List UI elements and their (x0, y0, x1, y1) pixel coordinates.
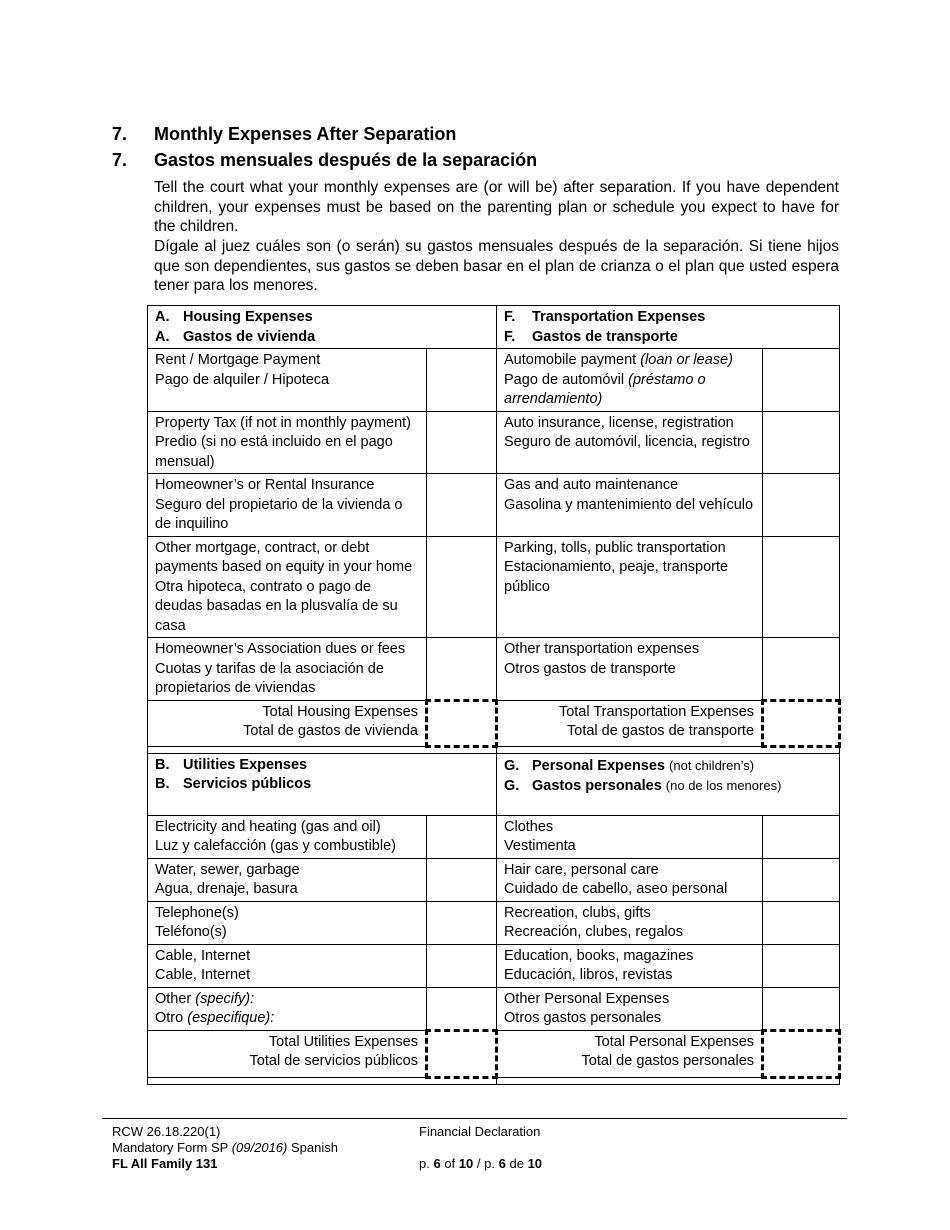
table-row (148, 858, 840, 901)
transport-letter: F. (504, 309, 516, 325)
personal-item-es: Otros gastos personales (504, 1010, 662, 1026)
utilities-title-es: Servicios públicos (183, 776, 312, 792)
housing-title-en: Housing Expenses (183, 309, 313, 325)
table-row (148, 536, 840, 638)
spacer-cell (497, 746, 840, 753)
footer-form-line (112, 1140, 338, 1156)
spacer-row (148, 746, 840, 753)
housing-letter-es: A. (155, 328, 170, 345)
utilities-item-en: Water, sewer, garbage (155, 861, 300, 878)
transport-item-label (497, 638, 763, 701)
personal-total-es: Total de gastos personales (581, 1053, 755, 1069)
housing-item-en: Rent / Mortgage Payment (155, 352, 321, 368)
utilities-item-label (148, 858, 427, 901)
section-heading-es (112, 150, 537, 171)
housing-hoa-amount-field[interactable] (427, 638, 497, 701)
section-title-en: Monthly Expenses After Separation (154, 124, 457, 144)
transport-item-es: Otros gastos de transporte (504, 660, 676, 677)
utilities-title-en: Utilities Expenses (183, 756, 308, 773)
utilities-letter-es: B. (155, 776, 170, 792)
utilities-item-label (148, 901, 427, 944)
page-p: p. (419, 1156, 430, 1171)
utilities-item-es: Teléfono(s) (155, 924, 227, 940)
transport-total-label (497, 700, 763, 746)
table-row (148, 638, 840, 701)
personal-header (497, 753, 840, 815)
transport-item-en: Auto insurance, license, registration (504, 414, 734, 431)
page-p-es: p. (484, 1156, 495, 1171)
transport-item-en: Other transportation expenses (504, 641, 700, 657)
page-total-es: 10 (527, 1156, 543, 1171)
utilities-electricity-amount-field[interactable] (427, 815, 497, 858)
personal-total-amount-field[interactable] (763, 1030, 840, 1077)
housing-transport-header-row (148, 306, 840, 349)
personal-total-label (497, 1030, 763, 1077)
personal-title-es: Gastos personales (532, 778, 662, 794)
footer-doc-title: Financial Declaration (419, 1124, 541, 1139)
personal-title-en-note: (not children’s) (669, 757, 755, 773)
housing-item-en: Property Tax (if not in monthly payment) (155, 414, 412, 431)
footer-form-prefix: Mandatory Form SP (112, 1140, 229, 1155)
utilities-other-amount-field[interactable] (427, 987, 497, 1030)
personal-letter-es: G. (504, 778, 520, 794)
spacer-cell (497, 1077, 840, 1084)
personal-title-en: Personal Expenses (532, 757, 666, 774)
utilities-item-en: Electricity and heating (gas and oil) (155, 818, 381, 835)
utilities-letter: B. (155, 756, 170, 773)
personal-item-label (497, 987, 763, 1030)
housing-title-es: Gastos de vivienda (183, 328, 316, 345)
personal-other-amount-field[interactable] (763, 987, 840, 1030)
housing-item-es: Pago de alquiler / Hipoteca (155, 371, 330, 388)
utilities-item-label (148, 815, 427, 858)
footer-left (112, 1124, 338, 1172)
transport-letter-es: F. (504, 328, 516, 345)
transport-item-en: Gas and auto maintenance (504, 477, 679, 493)
personal-item-label (497, 944, 763, 987)
utilities-item-es: Cable, Internet (155, 967, 251, 983)
personal-item-label (497, 901, 763, 944)
transport-title-en: Transportation Expenses (532, 309, 706, 325)
page-current-es: 6 (498, 1156, 506, 1171)
spacer-row (148, 1077, 840, 1084)
transport-item-es: Seguro de automóvil, licencia, registro (504, 434, 750, 450)
housing-other-mortgage-amount-field[interactable] (427, 536, 497, 638)
housing-header (148, 306, 497, 349)
table-row (148, 987, 840, 1030)
transport-total-es: Total de gastos de transporte (567, 723, 755, 739)
utilities-total-label (148, 1030, 427, 1077)
housing-item-label (148, 474, 427, 537)
footer-form-date: (09/2016) (231, 1140, 288, 1155)
personal-recreation-amount-field[interactable] (763, 901, 840, 944)
utilities-item-es: Luz y calefacción (gas y combustible) (155, 838, 396, 854)
table-row (148, 411, 840, 474)
transport-item-es: Pago de automóvil (504, 371, 625, 388)
transport-parking-amount-field[interactable] (763, 536, 840, 638)
personal-hair-care-amount-field[interactable] (763, 858, 840, 901)
housing-item-label (148, 349, 427, 412)
section-title-es: Gastos mensuales después de la separación (154, 150, 538, 170)
table-row (148, 349, 840, 412)
personal-item-label (497, 815, 763, 858)
utilities-cable-amount-field[interactable] (427, 944, 497, 987)
footer-statute: RCW 26.18.220(1) (112, 1124, 221, 1139)
utilities-total-amount-field[interactable] (427, 1030, 497, 1077)
transport-auto-payment-amount-field[interactable] (763, 349, 840, 412)
page-of: of (444, 1156, 456, 1171)
housing-item-es: Cuotas y tarifas de la asociación de propietarios de viviendas (155, 660, 384, 696)
utilities-header (148, 753, 497, 815)
footer-form-id: FL All Family 131 (112, 1156, 218, 1171)
transport-total-en: Total Transportation Expenses (558, 703, 755, 720)
spacer-cell (148, 746, 497, 753)
personal-item-es: Vestimenta (504, 838, 576, 854)
transport-item-es: Gasolina y mantenimiento del vehículo (504, 496, 754, 513)
instructions-en: Tell the court what your monthly expenses are (or will be) after separation. If you have dependent children, your expenses must be based on the parenting plan or schedule you expect to have for the children. (154, 179, 839, 235)
footer-gap (419, 1140, 542, 1156)
transport-item-en: Parking, tolls, public transportation (504, 539, 726, 556)
housing-item-label (148, 638, 427, 701)
section-number-es: 7. (112, 150, 128, 170)
utilities-other-label (148, 987, 427, 1030)
transport-item-label (497, 349, 763, 412)
transport-item-note: (loan or lease) (640, 352, 733, 368)
personal-item-es: Cuidado de cabello, aseo personal (504, 881, 728, 897)
utilities-other-note-es: (especifique): (187, 1010, 275, 1026)
utilities-personal-header-row (148, 753, 840, 815)
footer-form-lang: Spanish (291, 1140, 338, 1155)
page-current: 6 (433, 1156, 441, 1171)
transport-title-es: Gastos de transporte (532, 328, 678, 345)
transport-other-amount-field[interactable] (763, 638, 840, 701)
transport-insurance-amount-field[interactable] (763, 411, 840, 474)
transport-item-label (497, 474, 763, 537)
transport-item-label (497, 536, 763, 638)
housing-item-en: Homeowner’s or Rental Insurance (155, 477, 375, 493)
personal-education-amount-field[interactable] (763, 944, 840, 987)
table-row (148, 944, 840, 987)
personal-item-label (497, 858, 763, 901)
housing-item-label (148, 411, 427, 474)
utilities-other-note: (specify): (195, 990, 255, 1007)
personal-item-en: Education, books, magazines (504, 947, 694, 964)
personal-total-en: Total Personal Expenses (594, 1033, 755, 1050)
utilities-other-en: Other (155, 990, 192, 1007)
personal-item-en: Clothes (504, 818, 554, 835)
utilities-item-label (148, 944, 427, 987)
table-row (148, 815, 840, 858)
personal-item-en: Hair care, personal care (504, 861, 659, 878)
utilities-other-es: Otro (155, 1010, 184, 1026)
page-de: de (509, 1156, 524, 1171)
transport-item-es: Estacionamiento, peaje, transporte público (504, 559, 729, 595)
transport-item-en: Automobile payment (504, 352, 637, 368)
footer-divider (102, 1118, 847, 1119)
utilities-item-en: Telephone(s) (155, 904, 239, 921)
housing-item-label (148, 536, 427, 638)
housing-rent-amount-field[interactable] (427, 349, 497, 412)
utilities-telephone-amount-field[interactable] (427, 901, 497, 944)
housing-total-amount-field[interactable] (427, 700, 497, 746)
personal-item-es: Recreación, clubes, regalos (504, 924, 683, 940)
utilities-item-en: Cable, Internet (155, 947, 251, 964)
housing-insurance-amount-field[interactable] (427, 474, 497, 537)
page-sep: / (476, 1156, 481, 1171)
personal-item-en: Other Personal Expenses (504, 990, 670, 1007)
footer-page-number (419, 1156, 542, 1172)
table-row (148, 474, 840, 537)
table-row (148, 901, 840, 944)
transport-total-amount-field[interactable] (763, 700, 840, 746)
spacer-cell (148, 1077, 497, 1084)
housing-property-tax-amount-field[interactable] (427, 411, 497, 474)
housing-total-es: Total de gastos de vivienda (243, 723, 418, 739)
utilities-total-en: Total Utilities Expenses (268, 1033, 418, 1050)
housing-item-es: Seguro del propietario de la vivienda o de inquilino (155, 496, 403, 532)
totals-row (148, 1030, 840, 1077)
transport-header (497, 306, 840, 349)
page-total: 10 (458, 1156, 474, 1171)
personal-item-es: Educación, libros, revistas (504, 967, 673, 983)
section-number: 7. (112, 124, 128, 144)
personal-clothes-amount-field[interactable] (763, 815, 840, 858)
expense-table (147, 305, 841, 1085)
housing-item-en: Homeowner’s Association dues or fees (155, 641, 406, 657)
transport-gas-amount-field[interactable] (763, 474, 840, 537)
housing-total-label (148, 700, 427, 746)
instructions-es: Dígale al juez cuáles son (o serán) su gastos mensuales después de la separación. Si tiene hijos que son dependientes, sus gastos se deben basar en el plan de crianza o el plan que usted espera tener para los menores. (154, 238, 839, 294)
section-heading-en (112, 124, 456, 145)
transport-item-label (497, 411, 763, 474)
housing-item-en: Other mortgage, contract, or debt payments based on equity in your home (155, 539, 413, 575)
personal-title-es-note: (no de los menores) (665, 778, 782, 793)
personal-letter: G. (504, 757, 520, 774)
footer-center (419, 1124, 542, 1172)
utilities-item-es: Agua, drenaje, basura (155, 881, 298, 897)
utilities-total-es: Total de servicios públicos (249, 1053, 418, 1069)
totals-row (148, 700, 840, 746)
transport-item-note-es: (préstamo o arrendamiento) (504, 371, 706, 407)
housing-letter: A. (155, 309, 170, 325)
housing-item-es: Predio (si no está incluido en el pago mensual) (155, 434, 393, 470)
housing-total-en: Total Housing Expenses (262, 703, 418, 720)
utilities-water-amount-field[interactable] (427, 858, 497, 901)
personal-item-en: Recreation, clubs, gifts (504, 904, 651, 921)
housing-item-es: Otra hipoteca, contrato o pago de deudas basadas en la plusvalía de su casa (155, 578, 398, 634)
